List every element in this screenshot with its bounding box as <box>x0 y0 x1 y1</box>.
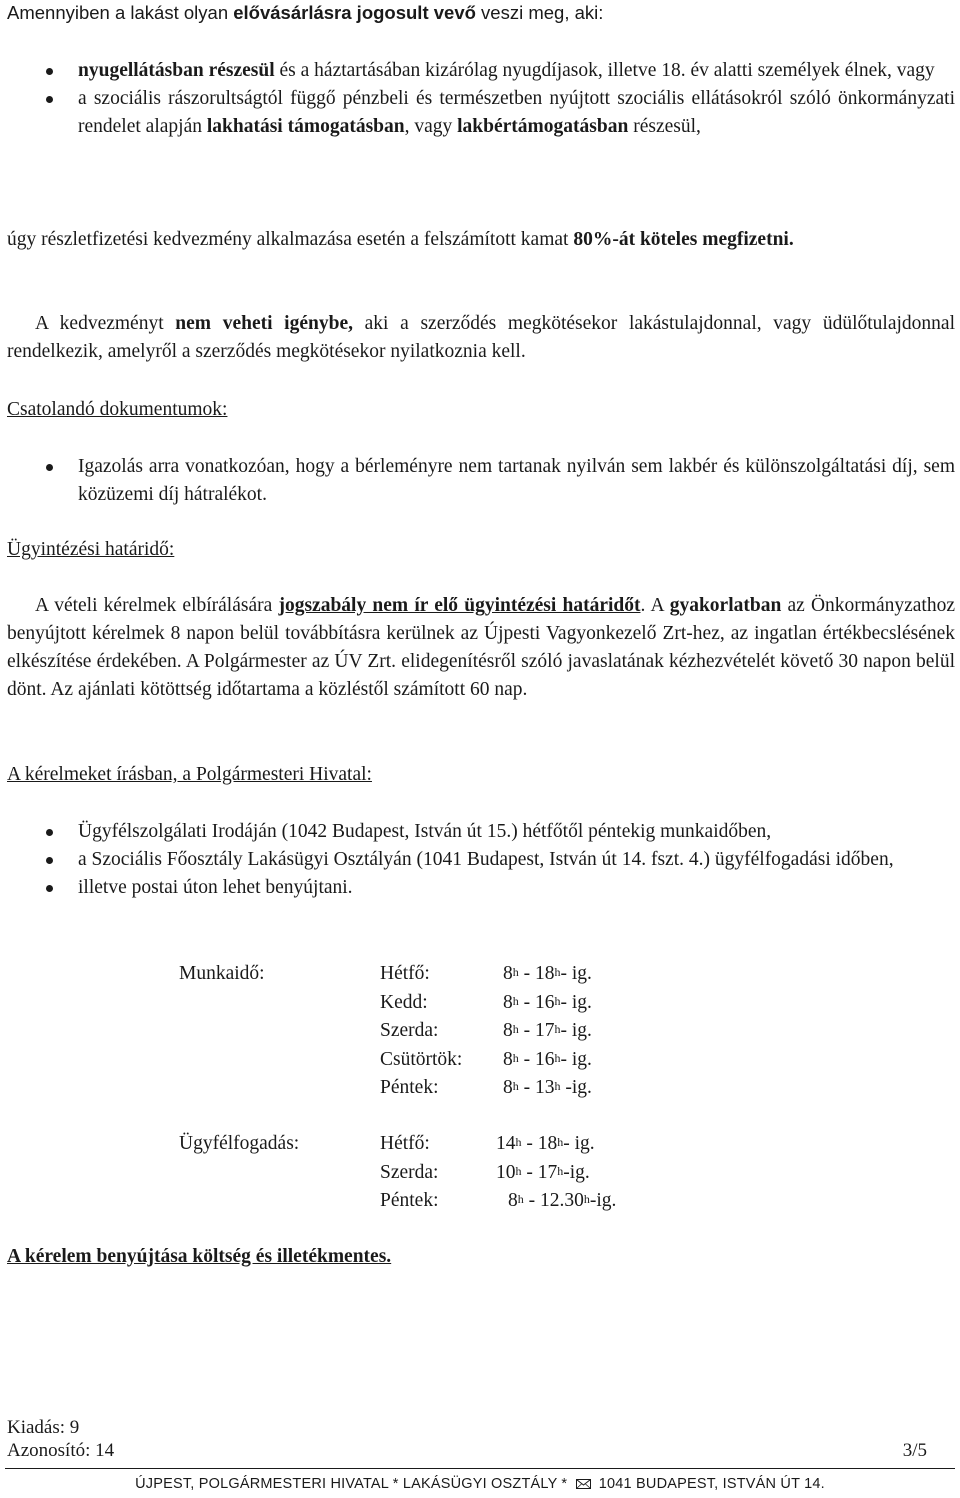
deadline-heading: Ügyintézési határidő: <box>7 539 175 560</box>
day-label: Hétfő: <box>380 963 430 984</box>
list-item <box>7 57 955 85</box>
work-hours-label: Munkaidő: <box>179 963 265 984</box>
condition-2-bold-2: lakbértámogatásban <box>457 116 629 137</box>
footer-office: ÚJPEST, POLGÁRMESTERI HIVATAL * LAKÁSÜGYI OSZTÁLY * <box>135 1476 568 1492</box>
list-item: Igazolás arra vonatkozóan, hogy a bérleményre nem tartanak nyilván sem lakbér és különszolgáltatási díj, sem közüzemi díj hátralékot. <box>7 453 955 509</box>
footer-postal-address: 1041 BUDAPEST, ISTVÁN ÚT 14. <box>598 1476 825 1492</box>
day-label: Péntek: <box>380 1077 439 1098</box>
day-label: Szerda: <box>380 1161 439 1183</box>
hours-row <box>7 1046 955 1075</box>
client-hours-label: Ügyfélfogadás: <box>179 1133 300 1154</box>
condition-1-bold: nyugellátásban részesül <box>78 60 275 81</box>
hours-row <box>7 1187 955 1216</box>
day-label: Csütörtök: <box>380 1048 463 1070</box>
intro-text-end: veszi meg, aki: <box>475 2 604 23</box>
edition: Kiadás: 9 <box>7 1417 80 1438</box>
list-item: Ügyfélszolgálati Irodáján (1042 Budapest, István út 15.) hétfőtől péntekig munkaidőben, <box>7 818 955 846</box>
footer-divider <box>5 1468 955 1469</box>
time-range: 8$^h$ - 12.30$^h$-ig. <box>508 1190 617 1211</box>
list-item: illetve postai úton lehet benyújtani. <box>7 874 955 902</box>
deadline-text-1: A vételi kérelmek elbírálására <box>35 595 279 616</box>
exclusion-paragraph <box>7 310 955 366</box>
condition-2-text: a szociális rászorultságtól függő pénzbeli és természetben nyújtott szociális ellátásokról szóló önkormányzati rendelet alapján <box>78 88 955 137</box>
deadline-text-2: . A <box>640 595 670 616</box>
intro-line <box>7 0 603 27</box>
deadline-paragraph <box>7 592 955 704</box>
fee-note <box>7 1243 391 1271</box>
time-range: 8$^h$ - 16$^h$- ig. <box>503 1048 592 1070</box>
exclusion-text-end: aki a szerződés megkötésekor lakástulajdonnal, vagy üdülőtulajdonnal rendelkezik, amelyről a szerződés megkötésekor nyilatkoznia kell. <box>7 313 955 362</box>
submission-heading: A kérelmeket írásban, a Polgármesteri Hivatal: <box>7 764 372 785</box>
eligibility-list <box>7 57 955 141</box>
fee-note-text: A kérelem benyújtása költség és illetékmentes. <box>7 1246 392 1267</box>
hours-row <box>7 1159 955 1188</box>
working-hours <box>7 960 955 1103</box>
day-label: Szerda: <box>380 1020 439 1041</box>
day-label: Kedd: <box>380 991 428 1013</box>
deadline-bold-underlined: jogszabály nem ír elő ügyintézési határidőt <box>278 595 641 616</box>
hours-row <box>7 1017 955 1046</box>
documents-list <box>7 453 955 509</box>
exclusion-bold: nem veheti igénybe, <box>175 313 353 334</box>
footer-meta <box>7 1416 955 1462</box>
intro-bold: elővásárlásra jogosult vevő <box>233 2 476 23</box>
submission-list <box>7 818 955 902</box>
time-range: 8$^h$ - 16$^h$- ig. <box>503 991 592 1013</box>
client-hours <box>7 1130 955 1216</box>
envelope-icon <box>576 1479 591 1489</box>
deadline-text-3: az Önkormányzathoz benyújtott kérelmek 8 napon belül továbbításra kerülnek az Újpesti Vagyonkezelő Zrt-hez, az ingatlan értékbecslésének elkészítése érdekében. A Polgármester az ÚV Zrt. elidegenítésről szóló javaslatának kézhezvételét követő 30 napon belül dönt. Az ajánlati kötöttség időtartama a közléstől számított 60 nap. <box>7 595 956 700</box>
hours-row <box>7 960 955 989</box>
time-range: 8$^h$ - 13$^h$ -ig. <box>503 1077 592 1098</box>
document-id: Azonosító: 14 <box>7 1440 115 1461</box>
condition-2-bold-1: lakhatási támogatásban <box>206 116 405 137</box>
list-item <box>7 85 955 141</box>
deadline-bold: gyakorlatban <box>669 595 782 616</box>
time-range: 14$^h$ - 18$^h$- ig. <box>496 1133 595 1154</box>
day-label: Hétfő: <box>380 1133 430 1154</box>
hours-row <box>7 1130 955 1159</box>
condition-2-end: részesül, <box>628 116 701 137</box>
page-number: 3/5 <box>902 1440 927 1461</box>
time-range: 10$^h$ - 17$^h$-ig. <box>496 1161 590 1183</box>
exclusion-text: A kedvezményt <box>35 313 176 334</box>
list-item: a Szociális Főosztály Lakásügyi Osztályán (1041 Budapest, István út 14. fszt. 4.) ügyfélfogadási időben, <box>7 846 955 874</box>
documents-heading: Csatolandó dokumentumok: <box>7 399 228 420</box>
condition-1-text: és a háztartásában kizárólag nyugdíjasok, illetve 18. év alatti személyek élnek, vagy <box>274 60 935 81</box>
hours-row <box>7 1074 955 1103</box>
day-label: Péntek: <box>380 1190 439 1211</box>
footer-address <box>0 1470 960 1498</box>
time-range: 8$^h$ - 17$^h$- ig. <box>503 1020 592 1041</box>
discount-paragraph <box>7 226 955 254</box>
condition-2-mid: , vagy <box>404 116 458 137</box>
discount-text: úgy részletfizetési kedvezmény alkalmazása esetén a felszámított kamat <box>7 229 574 250</box>
intro-text: Amennyiben a lakást olyan <box>7 2 234 23</box>
hours-row <box>7 989 955 1018</box>
time-range: 8$^h$ - 18$^h$- ig. <box>503 963 592 984</box>
discount-bold: 80%-át köteles megfizetni. <box>573 229 794 250</box>
